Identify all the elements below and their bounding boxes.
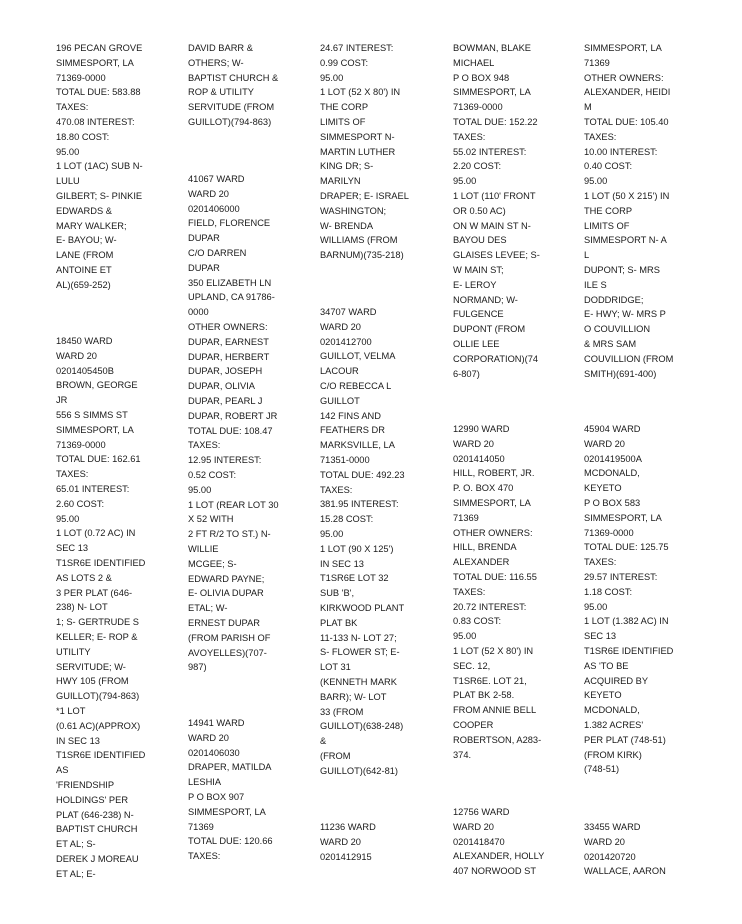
property-record xyxy=(584,41,718,381)
record-line: E- OLIVIA DUPAR xyxy=(188,588,264,599)
record-line: TAXES: xyxy=(453,586,486,597)
record-line: 0201414050 xyxy=(453,453,505,464)
listing-column-4 xyxy=(453,0,587,924)
record-line: MARTIN LUTHER xyxy=(320,146,396,157)
record-line: 55.02 INTEREST: xyxy=(453,146,527,157)
record-line: OR 0.50 AC) xyxy=(453,205,506,216)
record-line: WARD 20 xyxy=(584,836,625,847)
record-line: DUPAR, OLIVIA xyxy=(188,381,255,392)
record-line: 11-133 N- LOT 27; xyxy=(320,632,397,643)
record-line: TAXES: xyxy=(188,851,221,862)
record-line: WILLIAMS (FROM xyxy=(320,235,398,246)
record-line: AVOYELLES)(707- xyxy=(188,647,267,658)
record-line: 1.382 ACRES' xyxy=(584,719,644,730)
record-line: 95.00 xyxy=(56,146,80,157)
record-line: 1 LOT (1AC) SUB N- xyxy=(56,161,143,172)
record-line: ROBERTSON, A283- xyxy=(453,734,542,745)
record-line: & xyxy=(320,736,327,747)
record-line: PLAT (646-238) N- xyxy=(56,809,134,820)
record-line: SIMMESPORT N- A xyxy=(584,235,667,246)
record-line: 1 LOT (52 X 80') IN xyxy=(320,87,401,98)
record-line: AL)(659-252) xyxy=(56,279,111,290)
listing-column-1 xyxy=(56,0,190,924)
record-line: 41067 WARD xyxy=(188,174,245,184)
property-record xyxy=(188,41,322,130)
record-line: SIMMESPORT, LA xyxy=(56,424,134,435)
property-record xyxy=(188,172,322,675)
property-record xyxy=(320,305,454,779)
record-line: 65.01 INTEREST: xyxy=(56,483,130,494)
record-line: KING DR; S- xyxy=(320,161,374,172)
record-line: SEC. 12, xyxy=(453,660,491,671)
record-line: LIMITS OF xyxy=(584,220,630,231)
record-line: P O BOX 948 xyxy=(453,72,510,83)
record-line: COOPER xyxy=(453,719,494,730)
record-line: GUILLOT)(642-81) xyxy=(320,765,399,776)
record-line: M xyxy=(584,102,592,113)
record-line: SIMMESPORT, LA xyxy=(188,806,266,817)
record-line: 71369-0000 xyxy=(56,439,106,450)
record-line: P. O. BOX 470 xyxy=(453,483,514,494)
record-line: DUPAR, ROBERT JR xyxy=(188,410,278,421)
record-line: SIMMESPORT, LA xyxy=(584,43,662,53)
record-line: (KENNETH MARK xyxy=(320,676,397,687)
property-record xyxy=(584,820,718,879)
record-line: ACQUIRED BY xyxy=(584,675,649,686)
record-line: UPLAND, CA 91786- xyxy=(188,292,275,303)
record-line: 1 LOT (90 X 125') xyxy=(320,543,394,554)
record-line: AS LOTS 2 & xyxy=(56,572,112,583)
record-line: SERVITUDE; W- xyxy=(56,661,126,672)
record-line: WARD 20 xyxy=(188,188,229,199)
record-line: 1 LOT (0.72 AC) IN xyxy=(56,528,136,539)
record-line: (748-51) xyxy=(584,764,620,775)
record-line: DEREK J MOREAU xyxy=(56,853,139,864)
record-line: TOTAL DUE: 492.23 xyxy=(320,469,405,480)
record-line: (FROM KIRK) xyxy=(584,749,642,760)
record-line: 2.20 COST: xyxy=(453,161,502,172)
record-line: 1 LOT (52 X 80') IN xyxy=(453,645,534,656)
record-line: DUPAR xyxy=(188,233,220,244)
record-line: MCDONALD, xyxy=(584,468,640,479)
record-line: THE CORP xyxy=(584,205,633,216)
record-line: DAVID BARR & xyxy=(188,43,253,53)
record-line: WARD 20 xyxy=(320,836,361,847)
record-line: HOLDINGS' PER xyxy=(56,794,129,805)
record-line: 95.00 xyxy=(188,484,212,495)
record-line: 238) N- LOT xyxy=(56,602,108,613)
record-line: ET AL; S- xyxy=(56,839,96,850)
record-line: 3 PER PLAT (646- xyxy=(56,587,133,598)
record-line: 11236 WARD xyxy=(320,822,376,832)
record-line: 2.60 COST: xyxy=(56,498,105,509)
record-line: 95.00 xyxy=(453,176,477,187)
record-line: 18.80 COST: xyxy=(56,131,110,142)
record-line: (0.61 AC)(APPROX) xyxy=(56,720,141,731)
record-line: DUPAR, HERBERT xyxy=(188,351,270,362)
record-line: KIRKWOOD PLANT xyxy=(320,602,405,613)
record-line: LANE (FROM xyxy=(56,250,114,261)
record-line: UTILITY xyxy=(56,646,91,657)
listing-column-5 xyxy=(584,0,718,924)
record-line: 12756 WARD xyxy=(453,807,510,817)
record-line: 1 LOT (50 X 215') IN xyxy=(584,190,670,201)
record-line: ROP & UTILITY xyxy=(188,87,254,98)
record-line: SIMMESPORT, LA xyxy=(584,512,662,523)
record-line: 18450 WARD xyxy=(56,336,113,346)
record-line: 556 S SIMMS ST xyxy=(56,409,128,420)
record-line: FROM ANNIE BELL xyxy=(453,705,537,716)
record-line: T1SR6E IDENTIFIED xyxy=(584,645,674,656)
record-line: MARKSVILLE, LA xyxy=(320,440,395,451)
record-line: SIMMESPORT N- xyxy=(320,131,395,142)
record-line: FIELD, FLORENCE xyxy=(188,218,271,229)
record-line: DRAPER; E- ISRAEL xyxy=(320,190,409,201)
record-line: 33 (FROM xyxy=(320,706,364,717)
record-line: FEATHERS DR xyxy=(320,425,385,436)
record-line: SIMMESPORT, LA xyxy=(56,57,134,68)
record-line: GILBERT; S- PINKIE xyxy=(56,190,143,201)
record-line: AS 'TO BE xyxy=(584,660,629,671)
record-line: 470.08 INTEREST: xyxy=(56,116,135,127)
record-line: TAXES: xyxy=(453,131,486,142)
record-line: TOTAL DUE: 125.75 xyxy=(584,542,669,553)
record-line: (FROM xyxy=(320,750,351,761)
record-line: OTHER OWNERS: xyxy=(453,527,533,538)
record-line: BROWN, GEORGE xyxy=(56,380,138,391)
record-line: SMITH)(691-400) xyxy=(584,368,657,379)
record-line: TAXES: xyxy=(584,557,617,568)
record-line: TOTAL DUE: 162.61 xyxy=(56,454,141,465)
record-line: ON W MAIN ST N- xyxy=(453,220,531,231)
property-record xyxy=(320,820,454,864)
record-line: OTHERS; W- xyxy=(188,57,244,68)
record-line: T1SR6E IDENTIFIED xyxy=(56,557,146,568)
record-line: C/O REBECCA L xyxy=(320,380,392,391)
record-line: TAXES: xyxy=(320,484,353,495)
record-line: 14941 WARD xyxy=(188,718,245,728)
record-line: TAXES: xyxy=(188,440,221,451)
record-line: *1 LOT xyxy=(56,705,86,716)
record-line: MICHAEL xyxy=(453,57,495,68)
record-line: DODDRIDGE; xyxy=(584,294,644,305)
record-line: W- BRENDA xyxy=(320,220,374,231)
record-line: 381.95 INTEREST: xyxy=(320,499,399,510)
record-line: SEC 13 xyxy=(56,543,89,554)
record-line: E- LEROY xyxy=(453,279,497,290)
record-line: 34707 WARD xyxy=(320,307,377,317)
record-line: ALEXANDER, HEIDI xyxy=(584,87,671,98)
record-line: TOTAL DUE: 116.55 xyxy=(453,571,537,582)
record-line: W MAIN ST; xyxy=(453,264,504,275)
record-line: SERVITUDE (FROM xyxy=(188,102,275,113)
record-line: MARILYN xyxy=(320,176,361,187)
record-line: JR xyxy=(56,395,68,406)
record-line: MCGEE; S- xyxy=(188,558,237,569)
record-line: 0201412700 xyxy=(320,336,372,347)
record-line: FULGENCE xyxy=(453,309,504,320)
record-line: & MRS SAM xyxy=(584,338,637,349)
record-line: 12.95 INTEREST: xyxy=(188,455,262,466)
record-line: 10.00 INTEREST: xyxy=(584,146,658,157)
record-line: MCDONALD, xyxy=(584,705,640,716)
record-line: CORPORATION)(74 xyxy=(453,353,539,364)
record-line: T1SR6E IDENTIFIED xyxy=(56,750,146,761)
record-line: 1 LOT (110' FRONT xyxy=(453,190,536,201)
record-line: GUILLOT xyxy=(320,395,360,406)
record-line: 0.40 COST: xyxy=(584,161,633,172)
record-line: 0201405450B xyxy=(56,365,114,376)
record-line: DUPAR xyxy=(188,262,220,273)
record-line: 95.00 xyxy=(584,176,608,187)
property-record xyxy=(56,334,190,881)
record-line: WASHINGTON; xyxy=(320,205,387,216)
record-line: (FROM PARISH OF xyxy=(188,632,271,643)
record-line: TAXES: xyxy=(56,102,89,113)
record-line: TOTAL DUE: 120.66 xyxy=(188,836,273,847)
record-line: 6-807) xyxy=(453,368,480,379)
record-line: 0201406000 xyxy=(188,203,240,214)
record-line: WILLIE xyxy=(188,543,219,554)
record-line: ET AL; E- xyxy=(56,868,96,879)
property-record xyxy=(453,422,587,762)
record-line: 350 ELIZABETH LN xyxy=(188,277,272,288)
record-line: DUPONT (FROM xyxy=(453,324,526,335)
record-line: BOWMAN, BLAKE xyxy=(453,43,532,53)
record-line: NORMAND; W- xyxy=(453,294,518,305)
record-line: GUILLOT, VELMA xyxy=(320,351,396,362)
record-line: ALEXANDER, HOLLY xyxy=(453,851,545,862)
record-line: 142 FINS AND xyxy=(320,410,381,421)
record-line: TOTAL DUE: 108.47 xyxy=(188,425,273,436)
record-line: O COUVILLION xyxy=(584,324,651,335)
record-line: LACOUR xyxy=(320,366,359,377)
property-record xyxy=(453,41,587,381)
record-line: WARD 20 xyxy=(188,732,229,743)
record-line: 12990 WARD xyxy=(453,424,510,434)
record-line: HWY 105 (FROM xyxy=(56,676,129,687)
record-line: T1SR6E. LOT 21, xyxy=(453,675,527,686)
record-line: OTHER OWNERS: xyxy=(584,72,664,83)
property-record xyxy=(56,41,190,293)
record-line: PLAT BK 2-58. xyxy=(453,690,515,701)
record-line: TOTAL DUE: 152.22 xyxy=(453,116,538,127)
record-line: 29.57 INTEREST: xyxy=(584,571,658,582)
record-line: LULU xyxy=(56,176,80,187)
record-line: 95.00 xyxy=(56,513,80,524)
listing-column-3 xyxy=(320,0,454,924)
record-line: TOTAL DUE: 105.40 xyxy=(584,116,669,127)
record-line: X 52 WITH xyxy=(188,514,234,525)
record-line: 1.18 COST: xyxy=(584,586,633,597)
record-line: MARY WALKER; xyxy=(56,220,127,231)
record-line: THE CORP xyxy=(320,102,369,113)
record-line: 71369-0000 xyxy=(584,527,634,538)
record-line: COUVILLION (FROM xyxy=(584,353,674,364)
record-line: 71369 xyxy=(453,512,479,523)
record-line: 0201412915 xyxy=(320,851,372,862)
record-line: KEYETO xyxy=(584,483,622,494)
record-line: GLAISES LEVEE; S- xyxy=(453,250,540,261)
record-line: IN SEC 13 xyxy=(56,735,100,746)
record-line: 987) xyxy=(188,662,207,673)
record-line: LESHIA xyxy=(188,777,222,788)
property-record xyxy=(453,805,587,879)
record-line: PLAT BK xyxy=(320,617,358,628)
record-line: 196 PECAN GROVE xyxy=(56,43,143,53)
record-line: KELLER; E- ROP & xyxy=(56,631,138,642)
record-line: 95.00 xyxy=(453,631,477,642)
record-line: ERNEST DUPAR xyxy=(188,617,260,628)
record-line: EDWARDS & xyxy=(56,205,112,216)
record-line: IN SEC 13 xyxy=(320,558,364,569)
record-line: 45904 WARD xyxy=(584,424,641,434)
record-line: 24.67 INTEREST: xyxy=(320,43,394,53)
record-line: 407 NORWOOD ST xyxy=(453,866,537,877)
record-line: BARR); W- LOT xyxy=(320,691,387,702)
record-line: PER PLAT (748-51) xyxy=(584,734,666,745)
record-line: WARD 20 xyxy=(453,438,494,449)
record-line: 0201419500A xyxy=(584,453,642,464)
record-line: 1 LOT (1.382 AC) IN xyxy=(584,616,669,627)
record-line: DUPONT; S- MRS xyxy=(584,264,660,275)
record-line: TAXES: xyxy=(584,131,617,142)
record-line: HILL, BRENDA xyxy=(453,542,517,553)
record-line: DUPAR, EARNEST xyxy=(188,336,269,347)
record-line: KEYETO xyxy=(584,690,622,701)
record-line: L xyxy=(584,250,590,261)
record-line: 71369-0000 xyxy=(56,72,106,83)
record-line: 71369 xyxy=(584,57,610,68)
record-line: BAPTIST CHURCH & xyxy=(188,72,279,83)
record-line: HILL, ROBERT, JR. xyxy=(453,468,535,479)
record-line: C/O DARREN xyxy=(188,247,247,258)
record-line: DRAPER, MATILDA xyxy=(188,762,272,773)
property-record xyxy=(188,716,322,864)
record-line: 0201406030 xyxy=(188,747,240,758)
record-line: ALEXANDER xyxy=(453,557,510,568)
record-line: GUILLOT)(794-863) xyxy=(56,691,140,702)
record-line: 0.99 COST: xyxy=(320,57,369,68)
record-line: TOTAL DUE: 583.88 xyxy=(56,87,141,98)
property-record xyxy=(320,41,454,263)
record-line: 0.52 COST: xyxy=(188,469,237,480)
record-line: E- BAYOU; W- xyxy=(56,235,117,246)
record-line: 1 LOT (REAR LOT 30 xyxy=(188,499,279,510)
record-line: 20.72 INTEREST: xyxy=(453,601,527,612)
record-line: 33455 WARD xyxy=(584,822,641,832)
record-line: 95.00 xyxy=(320,72,344,83)
record-line: ILE S xyxy=(584,279,607,290)
record-line: 0000 xyxy=(188,307,209,318)
record-line: 71369 xyxy=(188,821,214,832)
record-line: SEC 13 xyxy=(584,631,617,642)
record-line: 0201418470 xyxy=(453,836,505,847)
record-line: 2 FT R/2 TO ST.) N- xyxy=(188,529,271,540)
record-line: T1SR6E LOT 32 xyxy=(320,573,389,584)
record-line: TAXES: xyxy=(56,469,89,480)
record-line: BAYOU DES xyxy=(453,235,507,246)
record-line: 374. xyxy=(453,749,472,760)
record-line: OTHER OWNERS: xyxy=(188,321,268,332)
record-line: 71351-0000 xyxy=(320,454,370,465)
record-line: S- FLOWER ST; E- xyxy=(320,647,400,658)
property-record xyxy=(584,422,718,777)
record-line: 0.83 COST: xyxy=(453,616,502,627)
record-line: DUPAR, PEARL J xyxy=(188,395,263,406)
record-line: DUPAR, JOSEPH xyxy=(188,366,263,377)
record-line: BARNUM)(735-218) xyxy=(320,250,404,261)
record-line: SUB 'B', xyxy=(320,588,355,599)
record-line: AS xyxy=(56,765,69,776)
record-line: ANTOINE ET xyxy=(56,264,112,275)
record-line: E- HWY; W- MRS P xyxy=(584,309,666,320)
record-line: 'FRIENDSHIP xyxy=(56,779,115,790)
record-line: GUILLOT)(794-863) xyxy=(188,116,272,127)
record-line: BAPTIST CHURCH xyxy=(56,824,138,835)
record-line: GUILLOT)(638-248) xyxy=(320,721,404,732)
record-line: EDWARD PAYNE; xyxy=(188,573,265,584)
record-line: WARD 20 xyxy=(320,321,361,332)
record-line: P O BOX 907 xyxy=(188,791,245,802)
record-line: ETAL; W- xyxy=(188,603,228,614)
record-line: SIMMESPORT, LA xyxy=(453,87,531,98)
record-line: LIMITS OF xyxy=(320,116,366,127)
record-line: 1; S- GERTRUDE S xyxy=(56,617,140,628)
record-line: P O BOX 583 xyxy=(584,497,641,508)
listing-column-2 xyxy=(188,0,322,924)
record-line: 0201420720 xyxy=(584,851,636,862)
record-line: 71369-0000 xyxy=(453,102,503,113)
record-line: SIMMESPORT, LA xyxy=(453,497,531,508)
record-line: 95.00 xyxy=(320,528,344,539)
record-line: WARD 20 xyxy=(584,438,625,449)
record-line: 95.00 xyxy=(584,601,608,612)
record-line: 15.28 COST: xyxy=(320,514,374,525)
record-line: WARD 20 xyxy=(56,350,97,361)
record-line: OLLIE LEE xyxy=(453,338,500,349)
record-line: WARD 20 xyxy=(453,821,494,832)
record-line: WALLACE, AARON xyxy=(584,866,666,877)
record-line: LOT 31 xyxy=(320,662,351,673)
